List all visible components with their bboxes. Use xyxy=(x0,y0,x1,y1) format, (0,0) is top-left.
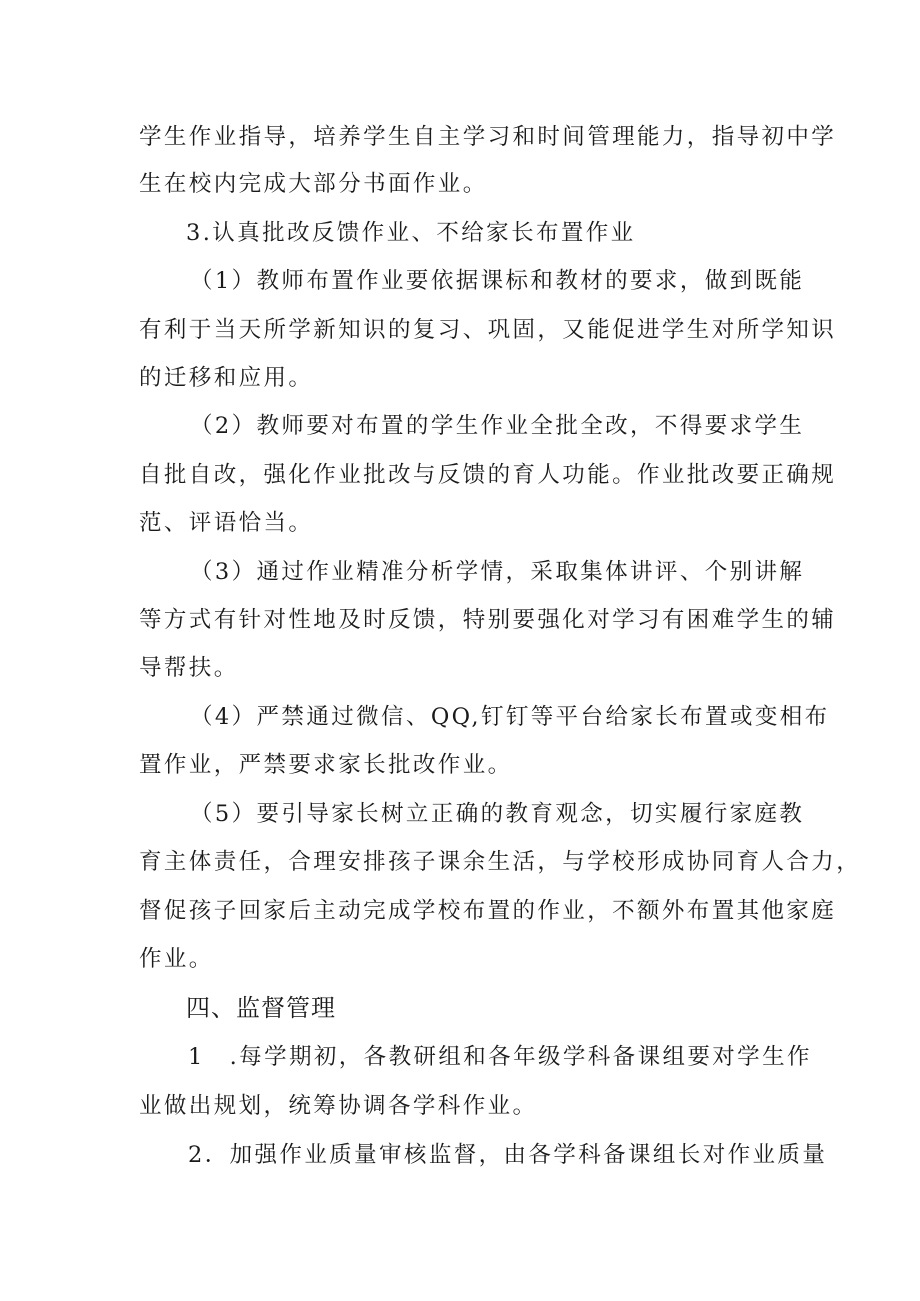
paragraph-line: 有利于当天所学新知识的复习、巩固，又能促进学生对所学知识 xyxy=(139,317,837,343)
paragraph-line: （2）教师要对布置的学生作业全批全改，不得要求学生 xyxy=(190,413,805,439)
paragraph-line: 育主体责任，合理安排孩子课余生活，与学校形成协同育人合力， xyxy=(139,849,862,875)
subsection-title: 3.认真批改反馈作业、不给家长布置作业 xyxy=(186,220,636,246)
paragraph-line: 范、评语恰当。 xyxy=(139,510,314,536)
paragraph-line: 业做出规划，统筹协调各学科作业。 xyxy=(139,1093,538,1119)
paragraph-line: 2．加强作业质量审核监督，由各学科备课组长对作业质量 xyxy=(188,1142,828,1168)
paragraph-line: 等方式有针对性地及时反馈，特别要强化对学习有困难学生的辅 xyxy=(139,607,837,633)
paragraph-line: 自批自改，强化作业批改与反馈的育人功能。作业批改要正确规 xyxy=(139,462,837,488)
paragraph-line: （3）通过作业精准分析学情，采取集体讲评、个别讲解 xyxy=(190,559,805,585)
section-heading: 四、监督管理 xyxy=(186,994,336,1022)
paragraph-line: 督促孩子回家后主动完成学校布置的作业，不额外布置其他家庭 xyxy=(139,898,837,924)
paragraph-line: 导帮扶。 xyxy=(139,655,239,681)
paragraph-line: 学生作业指导，培养学生自主学习和时间管理能力，指导初中学 xyxy=(139,124,837,150)
paragraph-line: （4）严禁通过微信、QQ,钉钉等平台给家长布置或变相布 xyxy=(190,704,830,730)
paragraph-line: （5）要引导家长树立正确的教育观念，切实履行家庭教 xyxy=(190,801,805,827)
paragraph-line: 生在校内完成大部分书面作业。 xyxy=(139,171,488,197)
paragraph-line: 1 .每学期初，各教研组和各年级学科备课组要对学生作 xyxy=(188,1044,812,1070)
paragraph-line: 作业。 xyxy=(139,946,214,972)
paragraph-line: 的迁移和应用。 xyxy=(139,365,314,391)
paragraph-line: 置作业，严禁要求家长批改作业。 xyxy=(139,752,513,778)
paragraph-line: （1）教师布置作业要依据课标和教材的要求，做到既能 xyxy=(190,268,805,294)
